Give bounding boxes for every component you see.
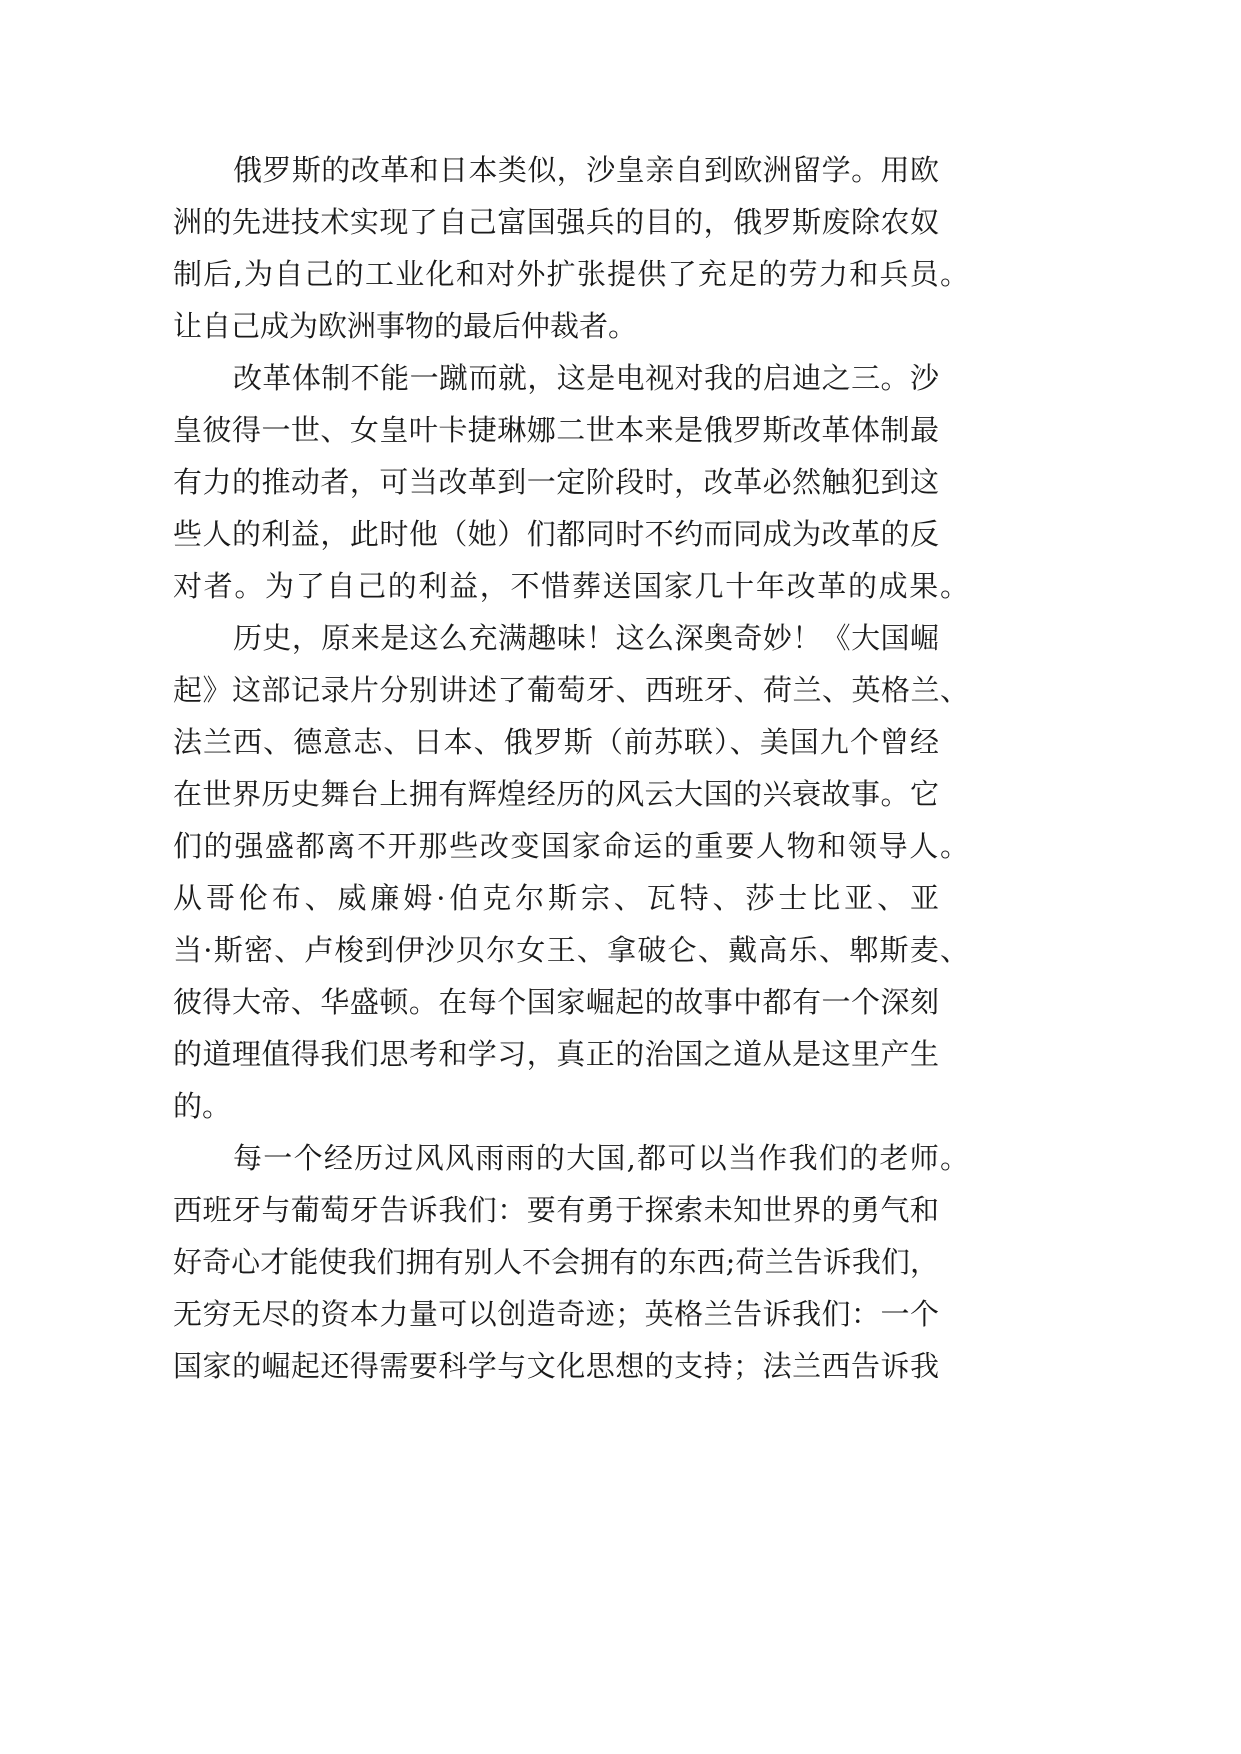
- text-line: 制后,为自己的工业化和对外扩张提供了充足的劳力和兵员。: [173, 257, 969, 291]
- text-line: 历史，原来是这么充满趣味！这么深奥奇妙！《大国崛: [233, 621, 939, 655]
- text-line: 有力的推动者，可当改革到一定阶段时，改革必然触犯到这: [173, 465, 939, 499]
- text-line: 在世界历史舞台上拥有辉煌经历的风云大国的兴衰故事。它: [173, 777, 939, 811]
- text-line: 的道理值得我们思考和学习，真正的治国之道从是这里产生: [173, 1037, 939, 1071]
- text-line: 们的强盛都离不开那些改变国家命运的重要人物和领导人。: [173, 829, 969, 863]
- text-line: 些人的利益，此时他（她）们都同时不约而同成为改革的反: [173, 517, 939, 551]
- text-line: 改革体制不能一蹴而就，这是电视对我的启迪之三。沙: [233, 361, 939, 395]
- text-line: 每一个经历过风风雨雨的大国,都可以当作我们的老师。: [233, 1141, 969, 1175]
- text-line: 彼得大帝、华盛顿。在每个国家崛起的故事中都有一个深刻: [173, 985, 939, 1019]
- text-line: 洲的先进技术实现了自己富国强兵的目的，俄罗斯废除农奴: [173, 205, 939, 239]
- text-line: 从哥伦布、威廉姆·伯克尔斯宗、瓦特、莎士比亚、亚: [173, 881, 939, 915]
- text-line: 好奇心才能使我们拥有别人不会拥有的东西;荷兰告诉我们，: [173, 1245, 939, 1279]
- text-line: 西班牙与葡萄牙告诉我们：要有勇于探索未知世界的勇气和: [173, 1193, 939, 1227]
- text-line: 法兰西、德意志、日本、俄罗斯（前苏联）、美国九个曾经: [173, 725, 939, 759]
- text-line: 无穷无尽的资本力量可以创造奇迹；英格兰告诉我们：一个: [173, 1297, 939, 1331]
- text-line: 当·斯密、卢梭到伊沙贝尔女王、拿破仑、戴高乐、郫斯麦、: [173, 933, 969, 967]
- text-line: 皇彼得一世、女皇叶卡捷琳娜二世本来是俄罗斯改革体制最: [173, 413, 939, 447]
- text-line: 起》这部记录片分别讲述了葡萄牙、西班牙、荷兰、英格兰、: [173, 673, 969, 707]
- text-line: 国家的崛起还得需要科学与文化思想的支持；法兰西告诉我: [173, 1349, 939, 1383]
- text-line: 对者。为了自己的利益，不惜葬送国家几十年改革的成果。: [173, 569, 969, 603]
- text-line: 让自己成为欧洲事物的最后仲裁者。: [173, 309, 638, 343]
- text-line: 俄罗斯的改革和日本类似，沙皇亲自到欧洲留学。用欧: [233, 153, 939, 187]
- text-line: 的。: [173, 1089, 232, 1123]
